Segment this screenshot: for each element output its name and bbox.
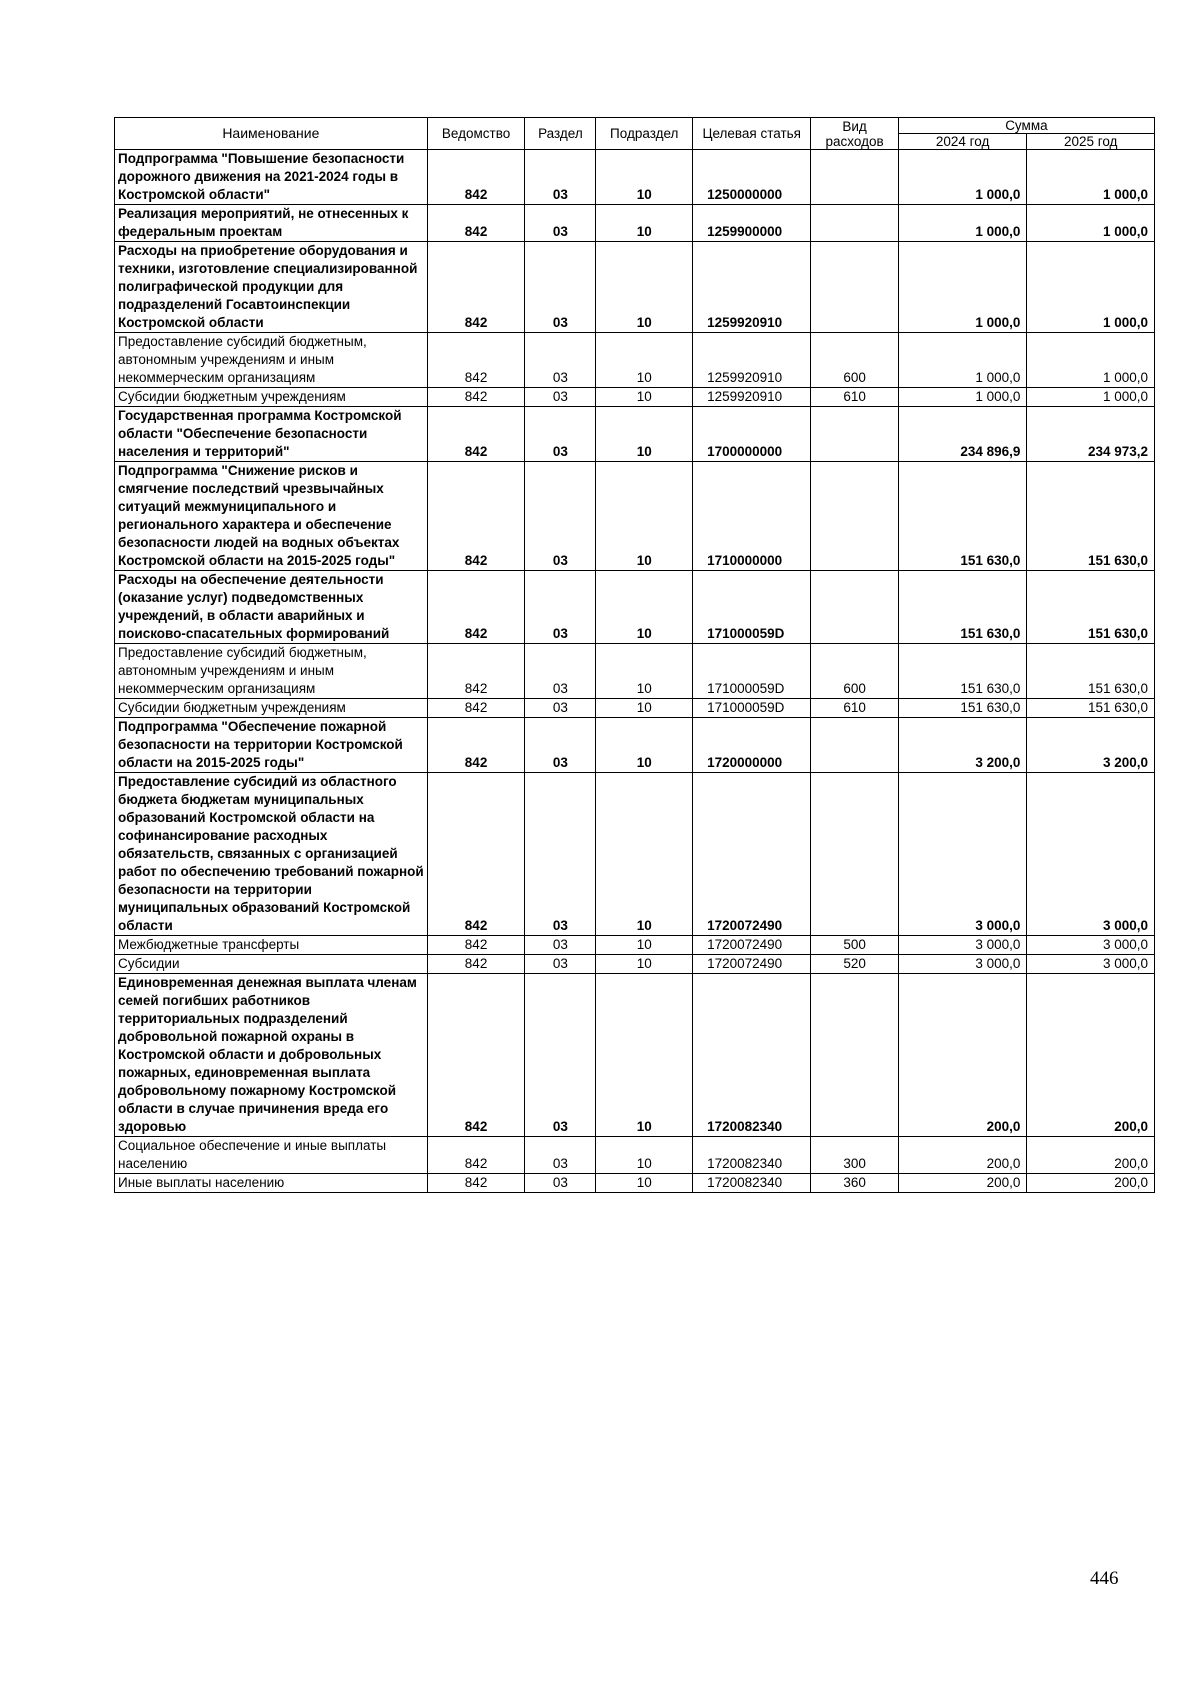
cell-subsection: 10: [596, 936, 693, 955]
cell-dept: 842: [427, 1174, 525, 1193]
cell-dept: 842: [427, 407, 525, 462]
cell-section: 03: [525, 699, 596, 718]
cell-subsection: 10: [596, 388, 693, 407]
table-row: [115, 644, 1155, 699]
cell-2025: 3 000,0: [1027, 773, 1155, 936]
table-row: [115, 955, 1155, 974]
table-row: [115, 150, 1155, 205]
header-2024: 2024 год: [898, 134, 1027, 150]
cell-2024: 151 630,0: [898, 699, 1027, 718]
cell-subsection: 10: [596, 407, 693, 462]
cell-2025: 1 000,0: [1027, 333, 1155, 388]
cell-kind: [811, 150, 898, 205]
cell-target: 171000059D: [693, 644, 811, 699]
cell-name: Подпрограмма "Повышение безопасности дорожного движения на 2021-2024 годы в Костромской области": [115, 150, 428, 205]
cell-section: 03: [525, 773, 596, 936]
header-section: Раздел: [525, 118, 596, 150]
cell-2024: 1 000,0: [898, 205, 1027, 242]
cell-dept: 842: [427, 718, 525, 773]
cell-name: Подпрограмма "Обеспечение пожарной безопасности на территории Костромской области на 2015-2025 годы": [115, 718, 428, 773]
table-row: [115, 571, 1155, 644]
header-dept: Ведомство: [427, 118, 525, 150]
cell-name: Расходы на приобретение оборудования и техники, изготовление специализированной полиграфической продукции для подразделений Госавтоинспекции Костромской области: [115, 242, 428, 333]
cell-2025: 200,0: [1027, 974, 1155, 1137]
cell-dept: 842: [427, 462, 525, 571]
cell-dept: 842: [427, 1137, 525, 1174]
cell-2024: 3 000,0: [898, 773, 1027, 936]
cell-kind: 520: [811, 955, 898, 974]
cell-target: 1259920910: [693, 242, 811, 333]
cell-name: Предоставление субсидий из областного бюджета бюджетам муниципальных образований Костромской области на софинансирование расходных обязательств, связанных с организацией работ по обеспечению требований пожарной безопасности на территории муниципальных образований Костромской области: [115, 773, 428, 936]
table-row: [115, 462, 1155, 571]
cell-name: Субсидии бюджетным учреждениям: [115, 388, 428, 407]
cell-subsection: 10: [596, 955, 693, 974]
cell-section: 03: [525, 1174, 596, 1193]
cell-2024: 3 000,0: [898, 955, 1027, 974]
cell-target: 171000059D: [693, 699, 811, 718]
cell-name: Иные выплаты населению: [115, 1174, 428, 1193]
cell-subsection: 10: [596, 571, 693, 644]
table-row: [115, 974, 1155, 1137]
cell-kind: 610: [811, 388, 898, 407]
cell-kind: 500: [811, 936, 898, 955]
cell-2025: 234 973,2: [1027, 407, 1155, 462]
cell-2024: 200,0: [898, 1137, 1027, 1174]
cell-kind: [811, 718, 898, 773]
cell-section: 03: [525, 1137, 596, 1174]
cell-2024: 151 630,0: [898, 644, 1027, 699]
cell-2025: 1 000,0: [1027, 205, 1155, 242]
cell-2025: 3 000,0: [1027, 955, 1155, 974]
table-row: [115, 407, 1155, 462]
cell-dept: 842: [427, 242, 525, 333]
cell-2024: 200,0: [898, 974, 1027, 1137]
cell-target: 1720072490: [693, 773, 811, 936]
cell-target: 1259920910: [693, 388, 811, 407]
cell-target: 1700000000: [693, 407, 811, 462]
cell-dept: 842: [427, 333, 525, 388]
cell-target: 1720082340: [693, 974, 811, 1137]
cell-subsection: 10: [596, 242, 693, 333]
cell-target: 1250000000: [693, 150, 811, 205]
cell-2025: 151 630,0: [1027, 462, 1155, 571]
table-body: [115, 150, 1155, 1193]
cell-target: 171000059D: [693, 571, 811, 644]
cell-2025: 151 630,0: [1027, 644, 1155, 699]
cell-target: 1720082340: [693, 1174, 811, 1193]
table-row: [115, 1174, 1155, 1193]
cell-kind: [811, 773, 898, 936]
cell-kind: 600: [811, 644, 898, 699]
cell-dept: 842: [427, 974, 525, 1137]
table-row: [115, 773, 1155, 936]
cell-target: 1720072490: [693, 936, 811, 955]
cell-section: 03: [525, 388, 596, 407]
cell-dept: 842: [427, 955, 525, 974]
cell-section: 03: [525, 150, 596, 205]
cell-subsection: 10: [596, 773, 693, 936]
cell-name: Субсидии: [115, 955, 428, 974]
budget-table: [114, 117, 1155, 1193]
cell-2024: 151 630,0: [898, 571, 1027, 644]
cell-name: Государственная программа Костромской области "Обеспечение безопасности населения и территорий": [115, 407, 428, 462]
table-row: [115, 936, 1155, 955]
header-2025: 2025 год: [1027, 134, 1155, 150]
cell-kind: [811, 407, 898, 462]
cell-dept: 842: [427, 205, 525, 242]
cell-name: Межбюджетные трансферты: [115, 936, 428, 955]
cell-2025: 1 000,0: [1027, 150, 1155, 205]
cell-target: 1710000000: [693, 462, 811, 571]
header-target: Целевая статья: [693, 118, 811, 150]
cell-2024: 1 000,0: [898, 150, 1027, 205]
cell-name: Социальное обеспечение и иные выплаты населению: [115, 1137, 428, 1174]
table-row: [115, 242, 1155, 333]
cell-target: 1720072490: [693, 955, 811, 974]
cell-kind: [811, 242, 898, 333]
cell-section: 03: [525, 718, 596, 773]
cell-kind: 360: [811, 1174, 898, 1193]
cell-dept: 842: [427, 644, 525, 699]
cell-dept: 842: [427, 699, 525, 718]
header-sum: Сумма: [898, 118, 1154, 134]
cell-kind: [811, 974, 898, 1137]
cell-dept: 842: [427, 936, 525, 955]
table-row: [115, 699, 1155, 718]
cell-section: 03: [525, 333, 596, 388]
table-row: [115, 333, 1155, 388]
cell-subsection: 10: [596, 205, 693, 242]
cell-subsection: 10: [596, 150, 693, 205]
header-name: Наименование: [115, 118, 428, 150]
cell-target: 1259920910: [693, 333, 811, 388]
cell-name: Реализация мероприятий, не отнесенных к федеральным проектам: [115, 205, 428, 242]
header-subsection: Подраздел: [596, 118, 693, 150]
cell-section: 03: [525, 974, 596, 1137]
cell-2025: 200,0: [1027, 1137, 1155, 1174]
cell-name: Расходы на обеспечение деятельности (оказание услуг) подведомственных учреждений, в области аварийных и поисково-спасательных формирований: [115, 571, 428, 644]
cell-section: 03: [525, 407, 596, 462]
cell-2024: 1 000,0: [898, 333, 1027, 388]
cell-kind: 300: [811, 1137, 898, 1174]
cell-section: 03: [525, 462, 596, 571]
cell-2024: 234 896,9: [898, 407, 1027, 462]
cell-section: 03: [525, 644, 596, 699]
cell-subsection: 10: [596, 333, 693, 388]
cell-2024: 200,0: [898, 1174, 1027, 1193]
cell-section: 03: [525, 936, 596, 955]
cell-kind: [811, 571, 898, 644]
cell-2025: 3 000,0: [1027, 936, 1155, 955]
cell-dept: 842: [427, 773, 525, 936]
cell-target: 1259900000: [693, 205, 811, 242]
cell-kind: 610: [811, 699, 898, 718]
cell-2025: 151 630,0: [1027, 699, 1155, 718]
cell-2025: 1 000,0: [1027, 242, 1155, 333]
cell-2024: 1 000,0: [898, 388, 1027, 407]
cell-2024: 1 000,0: [898, 242, 1027, 333]
cell-kind: [811, 205, 898, 242]
cell-subsection: 10: [596, 699, 693, 718]
cell-name: Единовременная денежная выплата членам семей погибших работников территориальных подразделений добровольной пожарной охраны в Костромской области и добровольных пожарных, единовременная выплата добровольному пожарному Костромской области в случае причинения вреда его здоровью: [115, 974, 428, 1137]
cell-2025: 3 200,0: [1027, 718, 1155, 773]
cell-dept: 842: [427, 150, 525, 205]
cell-2024: 3 200,0: [898, 718, 1027, 773]
cell-2024: 151 630,0: [898, 462, 1027, 571]
cell-subsection: 10: [596, 974, 693, 1137]
cell-subsection: 10: [596, 644, 693, 699]
cell-2024: 3 000,0: [898, 936, 1027, 955]
page-number: 446: [1090, 1568, 1119, 1589]
cell-section: 03: [525, 571, 596, 644]
table-row: [115, 205, 1155, 242]
cell-section: 03: [525, 205, 596, 242]
cell-subsection: 10: [596, 462, 693, 571]
cell-target: 1720000000: [693, 718, 811, 773]
cell-name: Предоставление субсидий бюджетным, автономным учреждениям и иным некоммерческим организациям: [115, 333, 428, 388]
table-row: [115, 388, 1155, 407]
cell-dept: 842: [427, 388, 525, 407]
header-kind: Вид расходов: [811, 118, 898, 150]
cell-name: Предоставление субсидий бюджетным, автономным учреждениям и иным некоммерческим организациям: [115, 644, 428, 699]
cell-subsection: 10: [596, 718, 693, 773]
cell-name: Субсидии бюджетным учреждениям: [115, 699, 428, 718]
cell-dept: 842: [427, 571, 525, 644]
table-row: [115, 1137, 1155, 1174]
cell-kind: [811, 462, 898, 571]
cell-2025: 1 000,0: [1027, 388, 1155, 407]
cell-kind: 600: [811, 333, 898, 388]
cell-section: 03: [525, 242, 596, 333]
cell-subsection: 10: [596, 1137, 693, 1174]
cell-subsection: 10: [596, 1174, 693, 1193]
cell-2025: 151 630,0: [1027, 571, 1155, 644]
cell-target: 1720082340: [693, 1137, 811, 1174]
table-row: [115, 718, 1155, 773]
cell-name: Подпрограмма "Снижение рисков и смягчение последствий чрезвычайных ситуаций межмуниципального и регионального характера и обеспечение безопасности людей на водных объектах Костромской области на 2015-2025 годы": [115, 462, 428, 571]
cell-section: 03: [525, 955, 596, 974]
cell-2025: 200,0: [1027, 1174, 1155, 1193]
